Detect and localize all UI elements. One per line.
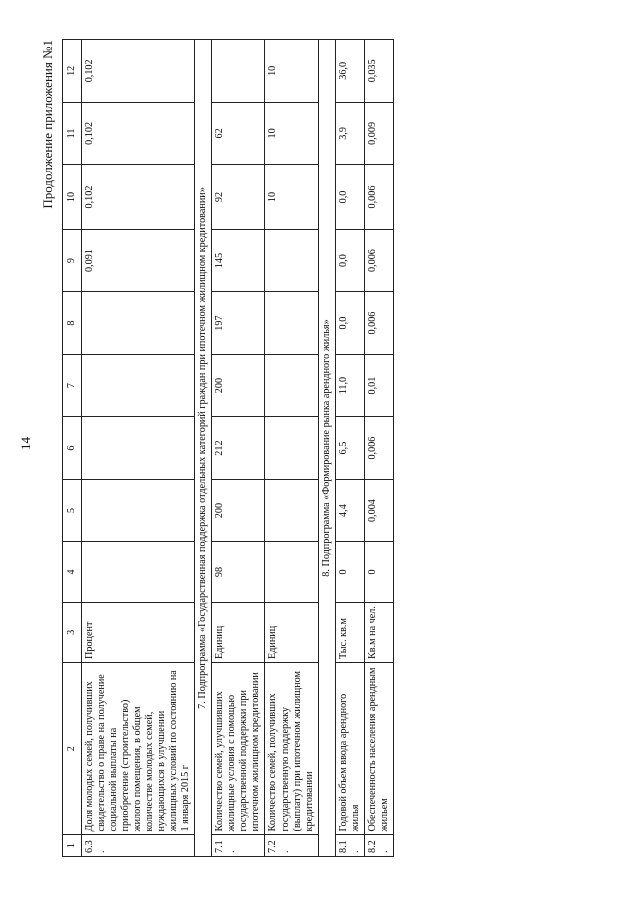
value-cell: 0 — [364, 542, 393, 602]
value-cell: 0,091 — [82, 229, 195, 292]
indicators-table — [62, 39, 394, 857]
value-cell — [265, 417, 318, 480]
col-header: 1 — [63, 835, 82, 857]
header-row — [63, 40, 82, 857]
value-cell: 0,004 — [364, 479, 393, 542]
col-header: 10 — [63, 165, 82, 230]
col-header: 7 — [63, 354, 82, 417]
indicator-name: Годовой объем ввода арендного жилья — [335, 663, 364, 835]
section-title: 7. Подпрограмма «Государственная поддержка отдельных категорий граждан при ипотечном жилищном кредитовании» — [195, 40, 212, 857]
value-cell: 10 — [265, 165, 318, 230]
value-cell: 98 — [212, 542, 265, 602]
value-cell: 3,9 — [335, 102, 364, 165]
value-cell — [82, 292, 195, 355]
indicator-name: Количество семей, получивших государственную поддержку (выплату) при ипотечном жилищном кредитовании — [265, 663, 318, 835]
value-cell — [212, 40, 265, 103]
unit-cell: Единиц — [265, 602, 318, 662]
col-header: 8 — [63, 292, 82, 355]
value-cell: 6,5 — [335, 417, 364, 480]
value-cell: 200 — [212, 479, 265, 542]
value-cell: 145 — [212, 229, 265, 292]
value-cell: 0,0 — [335, 165, 364, 230]
table-row — [335, 40, 364, 857]
value-cell: 0,102 — [82, 165, 195, 230]
col-header: 12 — [63, 40, 82, 103]
value-cell: 0,006 — [364, 165, 393, 230]
value-cell — [265, 479, 318, 542]
value-cell — [265, 542, 318, 602]
value-cell: 10 — [265, 102, 318, 165]
col-header: 9 — [63, 229, 82, 292]
unit-cell: Кв.м на чел. — [364, 602, 393, 662]
section-row — [195, 40, 212, 857]
value-cell — [82, 479, 195, 542]
indicator-name: Количество семей, улучшивших жилищные условия с помощью государственной поддержки при ипотечном жилищном кредитовании — [212, 663, 265, 835]
page-number: 14 — [18, 437, 33, 450]
value-cell — [265, 354, 318, 417]
value-cell: 0,006 — [364, 292, 393, 355]
value-cell — [82, 417, 195, 480]
value-cell — [265, 229, 318, 292]
table-row — [265, 40, 318, 857]
col-header: 11 — [63, 102, 82, 165]
section-title: 8. Подпрограмма «Формирование рынка арендного жилья» — [318, 40, 335, 857]
section-row — [318, 40, 335, 857]
value-cell: 212 — [212, 417, 265, 480]
row-number: 7.2. — [265, 835, 318, 857]
indicator-name: Обеспеченность населения арендным жильем — [364, 663, 393, 835]
unit-cell: Процент — [82, 602, 195, 662]
col-header: 5 — [63, 479, 82, 542]
value-cell: 62 — [212, 102, 265, 165]
value-cell: 10 — [265, 40, 318, 103]
unit-cell: Тыс. кв.м — [335, 602, 364, 662]
annex-title: Продолжение приложения №1 — [40, 40, 55, 209]
row-number: 6.3. — [82, 835, 195, 857]
col-header: 3 — [63, 602, 82, 662]
col-header: 4 — [63, 542, 82, 602]
row-number: 8.2. — [364, 835, 393, 857]
unit-cell: Единиц — [212, 602, 265, 662]
value-cell: 0,102 — [82, 40, 195, 103]
page-header — [18, 0, 38, 905]
row-number: 8.1. — [335, 835, 364, 857]
value-cell: 197 — [212, 292, 265, 355]
value-cell: 0,01 — [364, 354, 393, 417]
value-cell: 4,4 — [335, 479, 364, 542]
value-cell: 11,0 — [335, 354, 364, 417]
indicator-name: Доля молодых семей, получивших свидетельство о праве на получение социальной выплаты на приобретение (строительство) жилого помещения, в общем количестве молодых семей, нуждающихся в улучшении жилищных условий по состоянию на 1 января 2015 г — [82, 663, 195, 835]
value-cell: 0,102 — [82, 102, 195, 165]
value-cell: 92 — [212, 165, 265, 230]
value-cell: 0,0 — [335, 229, 364, 292]
table-row — [82, 40, 195, 857]
value-cell: 36,0 — [335, 40, 364, 103]
value-cell: 0,006 — [364, 229, 393, 292]
value-cell — [265, 292, 318, 355]
value-cell: 0,009 — [364, 102, 393, 165]
value-cell: 0,0 — [335, 292, 364, 355]
col-header: 2 — [63, 663, 82, 835]
value-cell: 200 — [212, 354, 265, 417]
table-row — [212, 40, 265, 857]
table-row — [364, 40, 393, 857]
value-cell: 0,035 — [364, 40, 393, 103]
col-header: 6 — [63, 417, 82, 480]
value-cell: 0 — [335, 542, 364, 602]
value-cell — [82, 542, 195, 602]
value-cell — [82, 354, 195, 417]
row-number: 7.1. — [212, 835, 265, 857]
value-cell: 0,006 — [364, 417, 393, 480]
